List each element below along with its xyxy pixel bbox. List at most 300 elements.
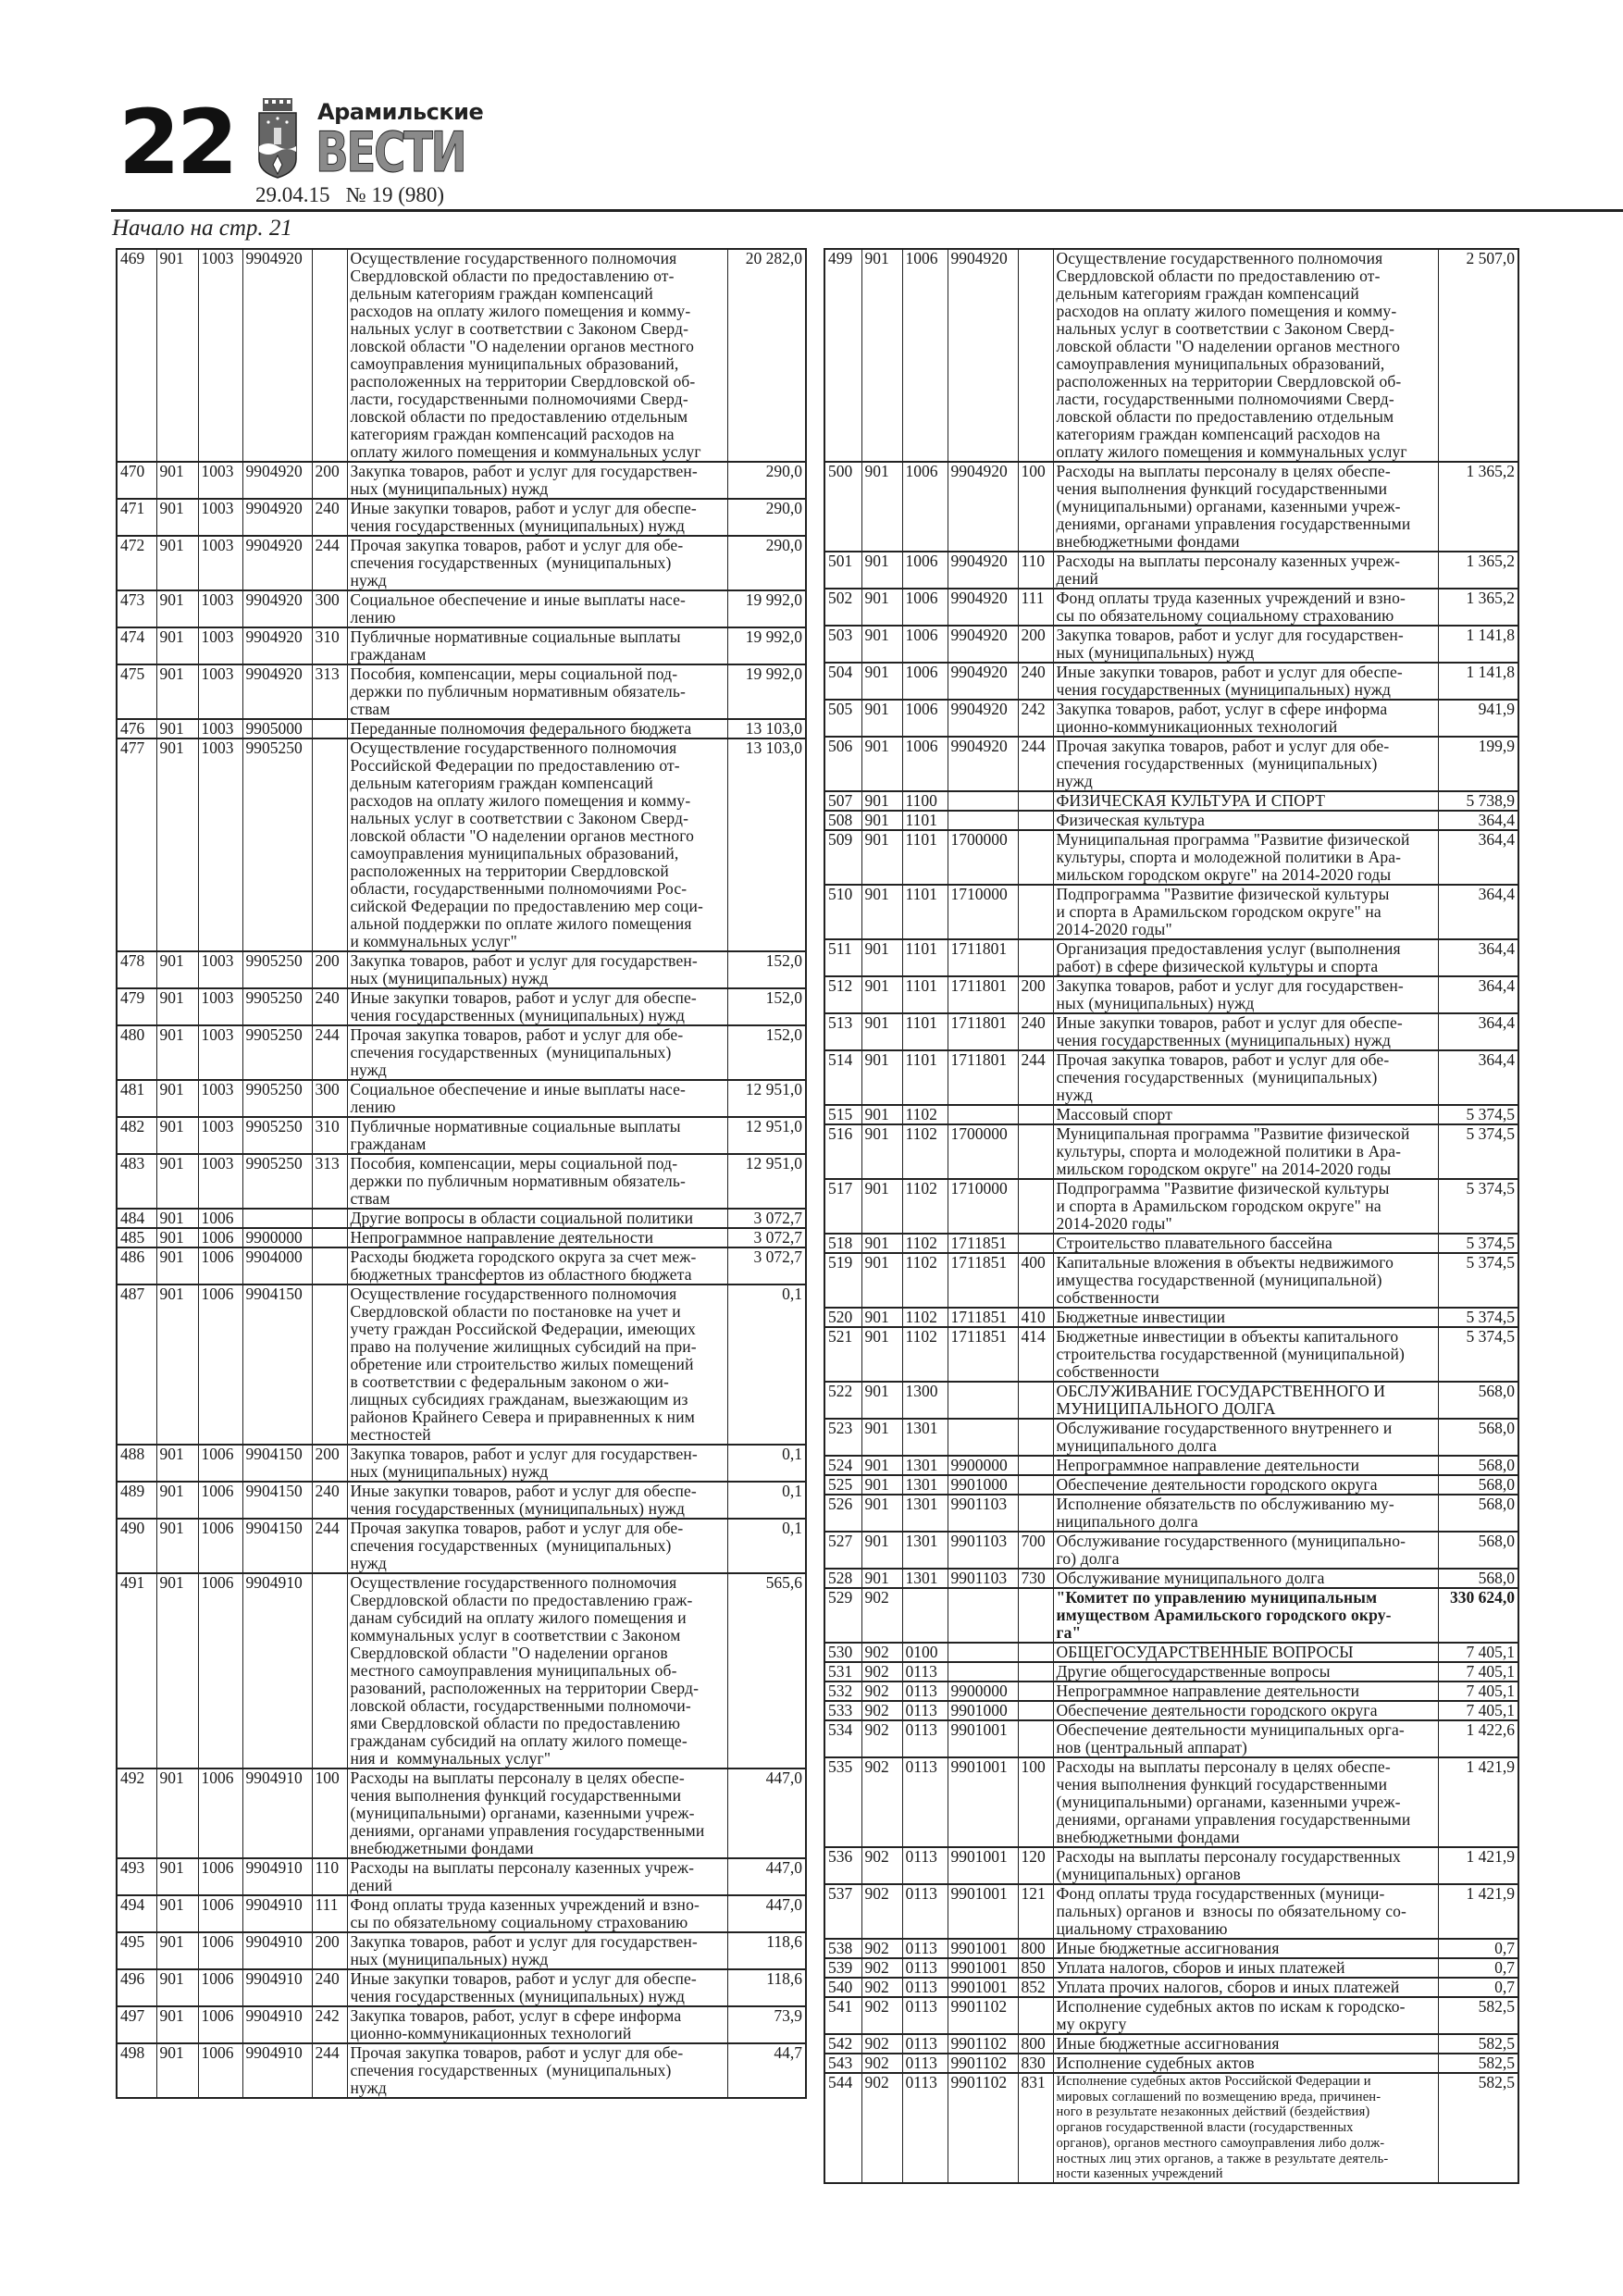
row-amount: 13 103,0 [727,719,806,738]
table-row [824,1382,1518,1419]
table-row [824,1234,1518,1253]
target-code: 9901001 [948,1757,1018,1847]
expense-type-code [1018,1701,1053,1720]
section-code: 1003 [198,951,242,988]
row-description: Обеспечение деятельности городского округа [1053,1475,1438,1495]
target-code: 9904920 [242,590,312,627]
section-code: 1006 [902,737,948,791]
admin-code: 901 [156,499,198,536]
row-amount: 12 951,0 [727,1117,806,1154]
table-row [824,2073,1518,2183]
row-amount: 364,4 [1438,811,1518,830]
admin-code: 901 [156,719,198,738]
row-description: Расходы на выплаты персоналу в целях обеспе- чения выполнения функций государственными (муниципальными) органами, казенными учреж- дениями, органами управления государственными внебюджетными фондами [1053,1757,1438,1847]
target-code: 9901001 [948,1847,1018,1884]
admin-code: 902 [861,1643,902,1662]
row-description: "Комитет по управлению муниципальным имуществом Арамильского городского окру- га" [1053,1588,1438,1643]
row-amount: 5 374,5 [1438,1327,1518,1382]
table-row [117,462,806,499]
target-code: 9901001 [948,1939,1018,1958]
row-description: Переданные полномочия федерального бюджета [347,719,727,738]
row-amount: 1 141,8 [1438,626,1518,663]
admin-code: 901 [156,1769,198,1858]
row-description: Обслуживание государственного (муниципально- го) долга [1053,1532,1438,1569]
target-code: 9904000 [242,1247,312,1285]
expense-type-code: 200 [312,1932,347,1969]
expense-type-code: 850 [1018,1958,1053,1978]
table-row [824,1124,1518,1179]
row-number: 490 [117,1519,156,1573]
row-number: 500 [824,462,861,552]
row-number: 540 [824,1978,861,1997]
row-description: Обслуживание государственного внутреннего и муниципального долга [1053,1419,1438,1456]
section-code: 1101 [902,1013,948,1050]
row-number: 507 [824,791,861,811]
row-number: 530 [824,1643,861,1662]
target-code: 9904920 [242,627,312,664]
row-amount: 364,4 [1438,1013,1518,1050]
expense-type-code [1018,939,1053,976]
expense-type-code: 310 [312,627,347,664]
expense-type-code: 100 [312,1769,347,1858]
row-amount: 0,1 [727,1445,806,1482]
row-number: 531 [824,1662,861,1682]
expense-type-code [312,1573,347,1769]
row-description: Исполнение обязательств по обслуживанию му- ниципального долга [1053,1495,1438,1532]
row-description: Физическая культура [1053,811,1438,830]
section-code: 1301 [902,1495,948,1532]
section-code: 1006 [902,589,948,626]
admin-code: 901 [861,1475,902,1495]
table-row [117,664,806,719]
row-amount: 290,0 [727,536,806,590]
row-amount: 152,0 [727,951,806,988]
table-row [824,1419,1518,1456]
row-description: Обеспечение деятельности городского округа [1053,1701,1438,1720]
expense-type-code: 242 [312,2006,347,2043]
target-code: 9904150 [242,1285,312,1445]
table-row [117,590,806,627]
row-number: 510 [824,885,861,939]
issue-date-number: 29.04.15 № 19 (980) [255,183,445,206]
table-row [824,1662,1518,1682]
target-code: 9901102 [948,2054,1018,2073]
row-amount: 5 374,5 [1438,1253,1518,1308]
admin-code: 901 [861,1327,902,1382]
admin-code: 901 [861,589,902,626]
table-row [824,1532,1518,1569]
expense-type-code: 300 [312,1080,347,1117]
row-description: Исполнение судебных актов Российской Федерации и мировых соглашений по возмещению вреда, причинен- ного в результате незаконных действий (бездействия) органов государственной власти (государственных органов), органов местного самоуправления либо долж- ностных лиц этих органов, а также в результате деятель- ности казенных учреждений [1053,2073,1438,2183]
admin-code: 901 [861,552,902,589]
row-description: Социальное обеспечение и иные выплаты насе- лению [347,1080,727,1117]
expense-type-code: 400 [1018,1253,1053,1308]
admin-code: 902 [861,1757,902,1847]
section-code: 1003 [198,738,242,951]
row-description: Закупка товаров, работ и услуг для государствен- ных (муниципальных) нужд [1053,976,1438,1013]
row-amount: 941,9 [1438,700,1518,737]
section-code: 1101 [902,976,948,1013]
table-row [824,663,1518,700]
row-number: 522 [824,1382,861,1419]
row-amount: 568,0 [1438,1419,1518,1456]
row-number: 503 [824,626,861,663]
admin-code: 901 [156,738,198,951]
row-number: 487 [117,1285,156,1445]
row-amount: 5 374,5 [1438,1308,1518,1327]
section-code: 1006 [198,1482,242,1519]
row-description: Бюджетные инвестиции [1053,1308,1438,1327]
row-description: Осуществление государственного полномочия Свердловской области по предоставлению от- дельным категориям граждан компенсаций расходов на оплату жилого помещения и комму- нальных услуг в соответствии с Законом Сверд- ловской области "О наделении органов местного самоуправления муниципальных образований, расположенных на территории Свердловской об- ласти, государственными полномочиями Сверд- ловской области по предоставлению отдельным категориям граждан компенсаций расходов на оплату жилого помещения и коммунальных услуг [347,249,727,462]
row-number: 475 [117,664,156,719]
section-code: 0113 [902,1847,948,1884]
row-description: Иные бюджетные ассигнования [1053,2034,1438,2054]
admin-code: 901 [156,1969,198,2006]
expense-type-code: 244 [312,536,347,590]
table-row [117,1080,806,1117]
target-code: 9904920 [948,462,1018,552]
section-code: 0113 [902,1662,948,1682]
expense-type-code [1018,1234,1053,1253]
target-code: 9904920 [948,589,1018,626]
row-number: 495 [117,1932,156,1969]
row-amount: 447,0 [727,1895,806,1932]
section-code: 1006 [902,552,948,589]
target-code: 9904920 [242,249,312,462]
admin-code: 901 [861,1253,902,1308]
section-code: 1006 [902,663,948,700]
row-amount: 568,0 [1438,1456,1518,1475]
section-code: 0100 [902,1643,948,1662]
target-code: 9904910 [242,1573,312,1769]
row-amount: 582,5 [1438,2054,1518,2073]
table-row [824,976,1518,1013]
row-description: Фонд оплаты труда казенных учреждений и взно- сы по обязательному социальному страхованию [1053,589,1438,626]
table-row [824,1253,1518,1308]
table-row [824,1939,1518,1958]
row-description: Муниципальная программа "Развитие физической культуры, спорта и молодежной политики в Ара- мильском городском округе" на 2014-2020 годы [1053,1124,1438,1179]
table-row [824,1997,1518,2034]
admin-code: 901 [156,1932,198,1969]
target-code: 9901001 [948,1978,1018,1997]
row-amount: 565,6 [727,1573,806,1769]
section-code: 1003 [198,1025,242,1080]
expense-type-code: 244 [1018,1050,1053,1105]
expense-type-code: 300 [312,590,347,627]
row-description: Непрограммное направление деятельности [1053,1456,1438,1475]
target-code: 9901103 [948,1569,1018,1588]
row-description: Исполнение судебных актов по искам к городско- му округу [1053,1997,1438,2034]
target-code: 1711801 [948,976,1018,1013]
expense-type-code [1018,811,1053,830]
table-row [117,1482,806,1519]
section-code: 0113 [902,1997,948,2034]
expense-type-code [1018,1720,1053,1757]
row-description: Расходы на выплаты персоналу казенных учреж- дений [1053,552,1438,589]
row-number: 469 [117,249,156,462]
expense-type-code: 110 [312,1858,347,1895]
section-code: 1300 [902,1382,948,1419]
expense-type-code [1018,791,1053,811]
row-number: 541 [824,1997,861,2034]
table-row [117,951,806,988]
admin-code: 901 [156,590,198,627]
admin-code: 902 [861,1847,902,1884]
row-amount: 7 405,1 [1438,1643,1518,1662]
table-row [117,499,806,536]
expense-type-code: 240 [312,1482,347,1519]
row-number: 520 [824,1308,861,1327]
expense-type-code [1018,830,1053,885]
row-amount: 364,4 [1438,885,1518,939]
budget-table-right [824,248,1519,2184]
target-code: 9904910 [242,1858,312,1895]
expense-type-code: 200 [1018,976,1053,1013]
row-description: Иные закупки товаров, работ и услуг для обеспе- чения государственных (муниципальных) нужд [1053,663,1438,700]
target-code: 9901102 [948,2073,1018,2183]
row-description: Строительство плавательного бассейна [1053,1234,1438,1253]
table-row [117,1285,806,1445]
section-code: 1301 [902,1532,948,1569]
target-code: 9904920 [948,700,1018,737]
row-number: 488 [117,1445,156,1482]
row-description: Пособия, компенсации, меры социальной под- держки по публичным нормативным обязатель- ствам [347,664,727,719]
row-number: 472 [117,536,156,590]
admin-code: 901 [156,1080,198,1117]
row-number: 535 [824,1757,861,1847]
row-description: Расходы на выплаты персоналу в целях обеспе- чения выполнения функций государственными (муниципальными) органами, казенными учреж- дениями, органами управления государственными внебюджетными фондами [347,1769,727,1858]
row-number: 532 [824,1682,861,1701]
table-row [824,1569,1518,1588]
row-amount: 582,5 [1438,2073,1518,2183]
expense-type-code: 410 [1018,1308,1053,1327]
row-number: 474 [117,627,156,664]
row-number: 521 [824,1327,861,1382]
table-row [117,627,806,664]
expense-type-code: 121 [1018,1884,1053,1939]
row-number: 527 [824,1532,861,1569]
target-code: 1711851 [948,1308,1018,1327]
row-number: 478 [117,951,156,988]
row-number: 516 [824,1124,861,1179]
table-row [117,1025,806,1080]
admin-code: 901 [861,1234,902,1253]
admin-code: 901 [861,976,902,1013]
table-row [117,719,806,738]
section-code: 1006 [198,1285,242,1445]
admin-code: 901 [861,737,902,791]
table-row [117,1573,806,1769]
row-description: Организация предоставления услуг (выполнения работ) в сфере физической культуры и спорта [1053,939,1438,976]
row-description: Закупка товаров, работ и услуг для государствен- ных (муниципальных) нужд [347,462,727,499]
table-row [117,1895,806,1932]
row-description: Расходы бюджета городского округа за счет меж- бюджетных трансфертов из областного бюджета [347,1247,727,1285]
section-code: 0113 [902,1939,948,1958]
admin-code: 901 [861,1419,902,1456]
admin-code: 901 [861,1532,902,1569]
target-code [948,791,1018,811]
row-amount: 44,7 [727,2043,806,2098]
row-amount: 364,4 [1438,939,1518,976]
expense-type-code [1018,1475,1053,1495]
target-code: 9904910 [242,2006,312,2043]
section-code: 1101 [902,885,948,939]
row-amount: 447,0 [727,1858,806,1895]
target-code: 9904910 [242,1895,312,1932]
row-number: 506 [824,737,861,791]
row-description: ОБЩЕГОСУДАРСТВЕННЫЕ ВОПРОСЫ [1053,1643,1438,1662]
admin-code: 902 [861,1978,902,1997]
admin-code: 901 [861,249,902,462]
target-code: 9904920 [242,462,312,499]
row-amount: 364,4 [1438,1050,1518,1105]
section-code: 1006 [198,1858,242,1895]
row-amount: 0,1 [727,1519,806,1573]
row-number: 518 [824,1234,861,1253]
expense-type-code: 240 [312,499,347,536]
table-row [824,552,1518,589]
admin-code: 901 [861,1308,902,1327]
table-row [117,1519,806,1573]
section-code: 0113 [902,2073,948,2183]
expense-type-code [312,1247,347,1285]
section-code: 1101 [902,939,948,976]
row-number: 486 [117,1247,156,1285]
expense-type-code: 111 [1018,589,1053,626]
row-number: 534 [824,1720,861,1757]
expense-type-code: 244 [312,2043,347,2098]
expense-type-code: 244 [312,1519,347,1573]
table-row [117,536,806,590]
row-amount: 582,5 [1438,1997,1518,2034]
row-amount: 20 282,0 [727,249,806,462]
section-code: 0113 [902,2054,948,2073]
section-code: 1102 [902,1327,948,1382]
target-code: 9904920 [948,663,1018,700]
table-row [824,1884,1518,1939]
row-description: Публичные нормативные социальные выплаты гражданам [347,1117,727,1154]
section-code: 1003 [198,462,242,499]
expense-type-code: 240 [1018,663,1053,700]
row-number: 481 [117,1080,156,1117]
admin-code: 901 [861,791,902,811]
table-row [117,1247,806,1285]
row-amount: 5 374,5 [1438,1124,1518,1179]
target-code: 1700000 [948,1124,1018,1179]
target-code [948,1588,1018,1643]
coat-of-arms-logo [257,98,298,180]
row-number: 543 [824,2054,861,2073]
row-description: Бюджетные инвестиции в объекты капитального строительства государственной (муниципальной) собственности [1053,1327,1438,1382]
expense-type-code: 240 [312,1969,347,2006]
row-amount: 5 374,5 [1438,1179,1518,1234]
row-amount: 568,0 [1438,1475,1518,1495]
row-description: Прочая закупка товаров, работ и услуг для обе- спечения государственных (муниципальных) нужд [1053,737,1438,791]
table-row [117,1445,806,1482]
section-code: 1006 [902,700,948,737]
row-description: Иные бюджетные ассигнования [1053,1939,1438,1958]
expense-type-code: 700 [1018,1532,1053,1569]
row-amount: 2 507,0 [1438,249,1518,462]
target-code: 9901001 [948,1720,1018,1757]
row-amount: 0,1 [727,1482,806,1519]
row-number: 489 [117,1482,156,1519]
section-code: 1003 [198,499,242,536]
section-code: 1003 [198,536,242,590]
admin-code: 901 [156,536,198,590]
admin-code: 901 [156,951,198,988]
admin-code: 901 [861,885,902,939]
expense-type-code [312,1285,347,1445]
row-number: 511 [824,939,861,976]
section-code: 1006 [198,2043,242,2098]
row-number: 505 [824,700,861,737]
section-code: 1006 [198,1969,242,2006]
target-code: 9904920 [948,249,1018,462]
admin-code: 902 [861,2073,902,2183]
table-row [824,791,1518,811]
section-code [902,1588,948,1643]
admin-code: 902 [861,1884,902,1939]
target-code [948,1643,1018,1662]
row-number: 484 [117,1209,156,1228]
target-code: 1711851 [948,1253,1018,1308]
row-amount: 12 951,0 [727,1154,806,1209]
section-code: 1003 [198,1117,242,1154]
expense-type-code [312,1209,347,1228]
row-description: Прочая закупка товаров, работ и услуг для обе- спечения государственных (муниципальных) нужд [347,1519,727,1573]
expense-type-code [1018,1682,1053,1701]
table-row [117,1117,806,1154]
row-description: Иные закупки товаров, работ и услуг для обеспе- чения государственных (муниципальных) нужд [1053,1013,1438,1050]
target-code [948,811,1018,830]
row-amount: 447,0 [727,1769,806,1858]
row-description: ФИЗИЧЕСКАЯ КУЛЬТУРА И СПОРТ [1053,791,1438,811]
section-code: 1003 [198,1080,242,1117]
section-code: 1006 [902,626,948,663]
section-code: 1301 [902,1419,948,1456]
expense-type-code [1018,1105,1053,1124]
expense-type-code [1018,1456,1053,1475]
expense-type-code [312,1228,347,1247]
section-code: 0113 [902,1958,948,1978]
section-code: 1003 [198,1154,242,1209]
expense-type-code: 120 [1018,1847,1053,1884]
admin-code: 901 [861,1179,902,1234]
table-row [824,1847,1518,1884]
target-code: 9905250 [242,1080,312,1117]
row-amount: 1 141,8 [1438,663,1518,700]
row-number: 512 [824,976,861,1013]
row-description: Осуществление государственного полномочия Свердловской области по постановке на учет и учету граждан Российской Федерации, имеющих право на получение жилищных субсидий на при- обретение или строительство жилых помещений в соответствии с федеральным законом о жи- лищных субсидиях гражданам, выезжающим из районов Крайнего Севера и приравненных к ним местностей [347,1285,727,1445]
table-row [117,1932,806,1969]
table-row [117,738,806,951]
row-amount: 152,0 [727,988,806,1025]
target-code: 9901102 [948,1997,1018,2034]
admin-code: 902 [861,1720,902,1757]
table-row [824,1720,1518,1757]
table-row [824,1327,1518,1382]
target-code: 1711801 [948,1050,1018,1105]
expense-type-code: 200 [312,1445,347,1482]
expense-type-code: 310 [312,1117,347,1154]
table-row [824,1757,1518,1847]
row-description: Закупка товаров, работ и услуг для государствен- ных (муниципальных) нужд [347,1932,727,1969]
table-row [117,1858,806,1895]
expense-type-code: 100 [1018,462,1053,552]
target-code: 9904910 [242,1932,312,1969]
target-code: 1711851 [948,1327,1018,1382]
